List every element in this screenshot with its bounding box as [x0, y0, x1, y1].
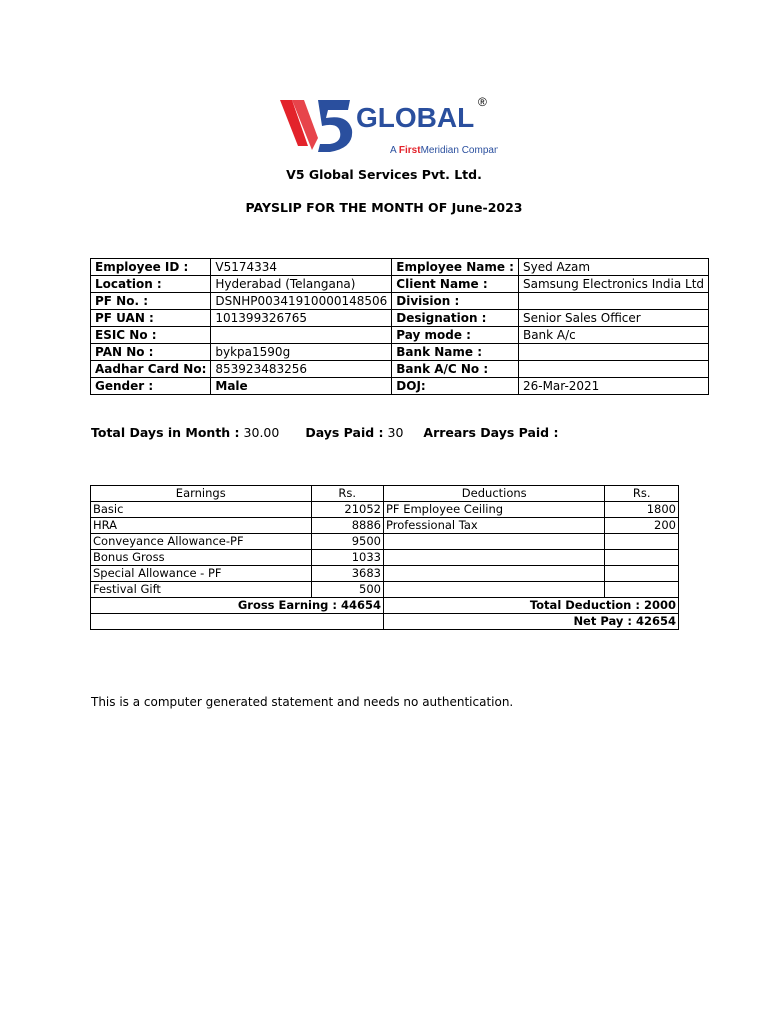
field-label: Gender : — [91, 378, 211, 395]
totals-row — [91, 598, 679, 614]
info-row — [91, 378, 709, 395]
earnings-header: Earnings — [91, 486, 312, 502]
field-value: 101399326765 — [211, 310, 392, 327]
deduction-amount — [605, 534, 679, 550]
net-pay: Net Pay : 42654 — [383, 614, 678, 630]
field-label: Bank A/C No : — [392, 361, 519, 378]
deductions-header: Deductions — [383, 486, 605, 502]
info-row — [91, 276, 709, 293]
field-label: Designation : — [392, 310, 519, 327]
info-row — [91, 310, 709, 327]
company-logo — [278, 94, 498, 156]
table-row — [91, 582, 679, 598]
field-label: Division : — [392, 293, 519, 310]
field-value: DSNHP00341910000148506 — [211, 293, 392, 310]
employee-info-table — [90, 258, 709, 395]
field-label: PF No. : — [91, 293, 211, 310]
days-summary — [91, 425, 558, 440]
field-label: PAN No : — [91, 344, 211, 361]
field-value — [211, 327, 392, 344]
field-value: 853923483256 — [211, 361, 392, 378]
v5-emblem-icon — [280, 100, 352, 152]
empty-cell — [91, 614, 384, 630]
days-paid-value: 30 — [387, 425, 404, 440]
table-row — [91, 566, 679, 582]
deductions-rs-header: Rs. — [605, 486, 679, 502]
field-label: Location : — [91, 276, 211, 293]
earning-amount: 9500 — [311, 534, 383, 550]
info-row — [91, 361, 709, 378]
info-row — [91, 344, 709, 361]
net-pay-row — [91, 614, 679, 630]
deduction-name — [383, 582, 605, 598]
field-value: Male — [211, 378, 392, 395]
earning-name: HRA — [91, 518, 312, 534]
payslip-title: PAYSLIP FOR THE MONTH OF June-2023 — [245, 200, 523, 215]
deduction-name: PF Employee Ceiling — [383, 502, 605, 518]
earnings-deductions-table — [90, 485, 679, 630]
field-value: Hyderabad (Telangana) — [211, 276, 392, 293]
company-name: V5 Global Services Pvt. Ltd. — [286, 167, 482, 182]
field-label: Employee Name : — [392, 259, 519, 276]
deduction-amount: 1800 — [605, 502, 679, 518]
field-label: DOJ: — [392, 378, 519, 395]
deduction-amount: 200 — [605, 518, 679, 534]
field-label: Pay mode : — [392, 327, 519, 344]
total-days-value: 30.00 — [243, 425, 280, 440]
earning-name: Conveyance Allowance-PF — [91, 534, 312, 550]
field-value: Bank A/c — [518, 327, 708, 344]
info-row — [91, 293, 709, 310]
table-row — [91, 502, 679, 518]
field-label: ESIC No : — [91, 327, 211, 344]
deduction-name — [383, 534, 605, 550]
earnings-rs-header: Rs. — [311, 486, 383, 502]
days-paid-label: Days Paid : — [305, 425, 384, 440]
earning-amount: 500 — [311, 582, 383, 598]
arrears-days-label: Arrears Days Paid : — [423, 425, 559, 440]
field-label: Client Name : — [392, 276, 519, 293]
earning-amount: 21052 — [311, 502, 383, 518]
field-label: Aadhar Card No: — [91, 361, 211, 378]
info-row — [91, 327, 709, 344]
gross-earning: Gross Earning : 44654 — [91, 598, 384, 614]
earning-amount: 8886 — [311, 518, 383, 534]
field-value — [518, 293, 708, 310]
total-deduction: Total Deduction : 2000 — [383, 598, 678, 614]
field-value: V5174334 — [211, 259, 392, 276]
earning-name: Festival Gift — [91, 582, 312, 598]
deduction-name: Professional Tax — [383, 518, 605, 534]
svg-text:A FirstMeridian Company: A FirstMeridian Company — [390, 145, 498, 156]
field-label: Bank Name : — [392, 344, 519, 361]
footer-note: This is a computer generated statement and needs no authentication. — [91, 695, 514, 709]
earning-name: Special Allowance - PF — [91, 566, 312, 582]
svg-text:GLOBAL: GLOBAL — [356, 102, 475, 133]
field-value: bykpa1590g — [211, 344, 392, 361]
deduction-amount — [605, 550, 679, 566]
field-value: Syed Azam — [518, 259, 708, 276]
table-row — [91, 550, 679, 566]
table-header-row — [91, 486, 679, 502]
table-row — [91, 534, 679, 550]
deduction-amount — [605, 582, 679, 598]
total-days-label: Total Days in Month : — [91, 425, 240, 440]
earning-name: Basic — [91, 502, 312, 518]
field-label: Employee ID : — [91, 259, 211, 276]
deduction-name — [383, 550, 605, 566]
deduction-name — [383, 566, 605, 582]
info-row — [91, 259, 709, 276]
earning-amount: 1033 — [311, 550, 383, 566]
deduction-amount — [605, 566, 679, 582]
field-value: Senior Sales Officer — [518, 310, 708, 327]
field-value — [518, 344, 708, 361]
earning-name: Bonus Gross — [91, 550, 312, 566]
field-value: 26-Mar-2021 — [518, 378, 708, 395]
field-value: Samsung Electronics India Ltd — [518, 276, 708, 293]
field-label: PF UAN : — [91, 310, 211, 327]
table-row — [91, 518, 679, 534]
earning-amount: 3683 — [311, 566, 383, 582]
field-value — [518, 361, 708, 378]
svg-text:®: ® — [478, 95, 487, 109]
